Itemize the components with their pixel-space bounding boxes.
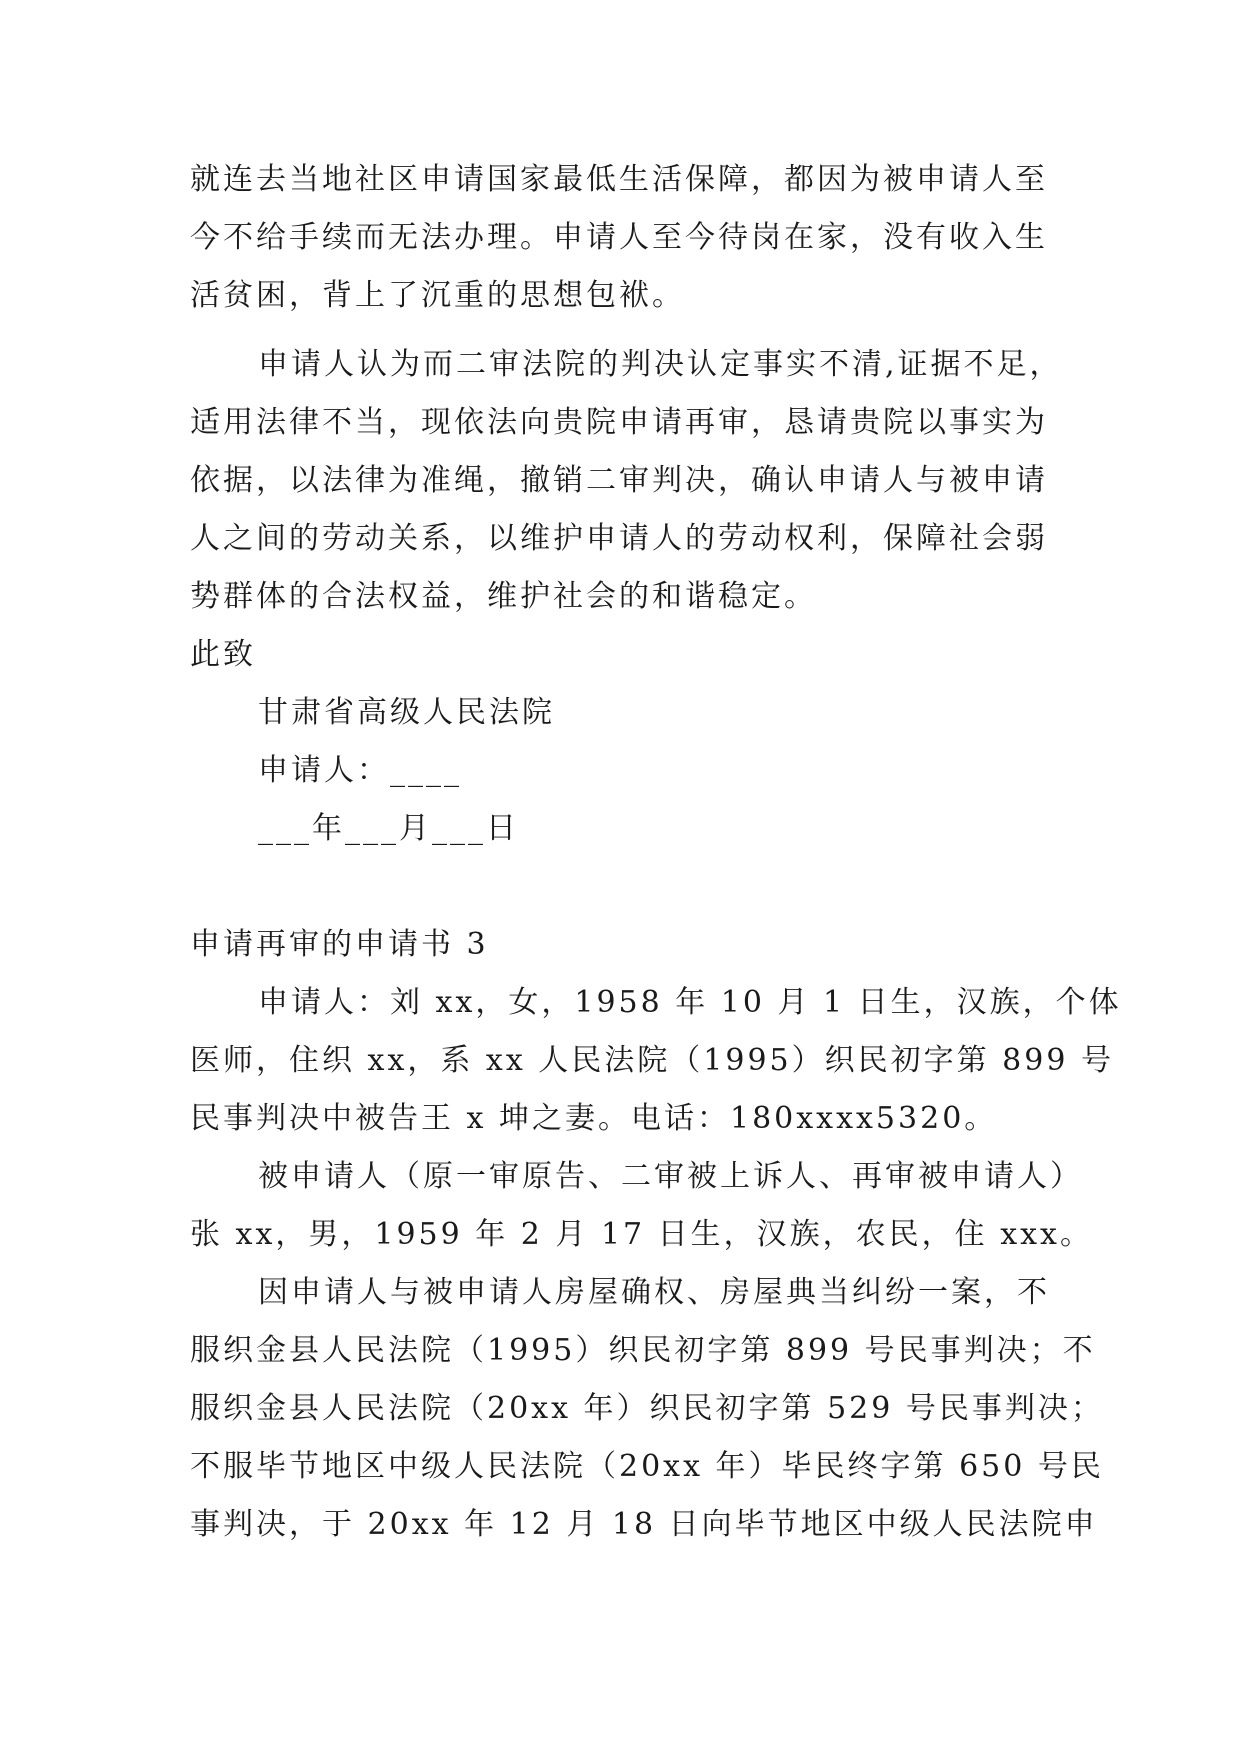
text-line: 人之间的劳动关系，以维护申请人的劳动权利，保障社会弱: [190, 521, 1048, 556]
text-line: 今不给手续而无法办理。申请人至今待岗在家，没有收入生: [190, 220, 1048, 255]
text-line: 医师，住织 xx，系 xx 人民法院（1995）织民初字第 899 号: [190, 1043, 1114, 1078]
text-line: 申请人认为而二审法院的判决认定事实不清,证据不足，: [258, 347, 1063, 382]
text-line: 不服毕节地区中级人民法院（20xx 年）毕民终字第 650 号民: [190, 1449, 1104, 1484]
text-line: 因申请人与被申请人房屋确权、房屋典当纠纷一案，不: [258, 1275, 1050, 1310]
date-line: ___年___月___日: [258, 811, 519, 846]
text-line: 活贫困，背上了沉重的思想包袱。: [190, 278, 685, 313]
section-title: 申请再审的申请书 3: [190, 927, 489, 962]
closing-salutation: 此致: [190, 637, 256, 672]
text-line: 申请人：刘 xx，女，1958 年 10 月 1 日生，汉族，个体: [258, 985, 1122, 1020]
text-line: 张 xx，男，1959 年 2 月 17 日生，汉族，农民，住 xxx。: [190, 1217, 1093, 1252]
text-line: 被申请人（原一审原告、二审被上诉人、再审被申请人）: [258, 1159, 1083, 1194]
text-line: 就连去当地社区申请国家最低生活保障，都因为被申请人至: [190, 162, 1048, 197]
text-line: 依据，以法律为准绳，撤销二审判决，确认申请人与被申请: [190, 463, 1048, 498]
text-line: 服织金县人民法院（20xx 年）织民初字第 529 号民事判决；: [190, 1391, 1104, 1426]
applicant-signature-line: 申请人：____: [258, 753, 462, 788]
text-line: 势群体的合法权益，维护社会的和谐稳定。: [190, 579, 817, 614]
text-line: 服织金县人民法院（1995）织民初字第 899 号民事判决；不: [190, 1333, 1096, 1368]
text-line: 事判决，于 20xx 年 12 月 18 日向毕节地区中级人民法院申: [190, 1507, 1098, 1542]
text-line: 民事判决中被告王 x 坤之妻。电话：180xxxx5320。: [190, 1101, 998, 1136]
recipient-court: 甘肃省高级人民法院: [258, 695, 555, 730]
text-line: 适用法律不当，现依法向贵院申请再审，恳请贵院以事实为: [190, 405, 1048, 440]
